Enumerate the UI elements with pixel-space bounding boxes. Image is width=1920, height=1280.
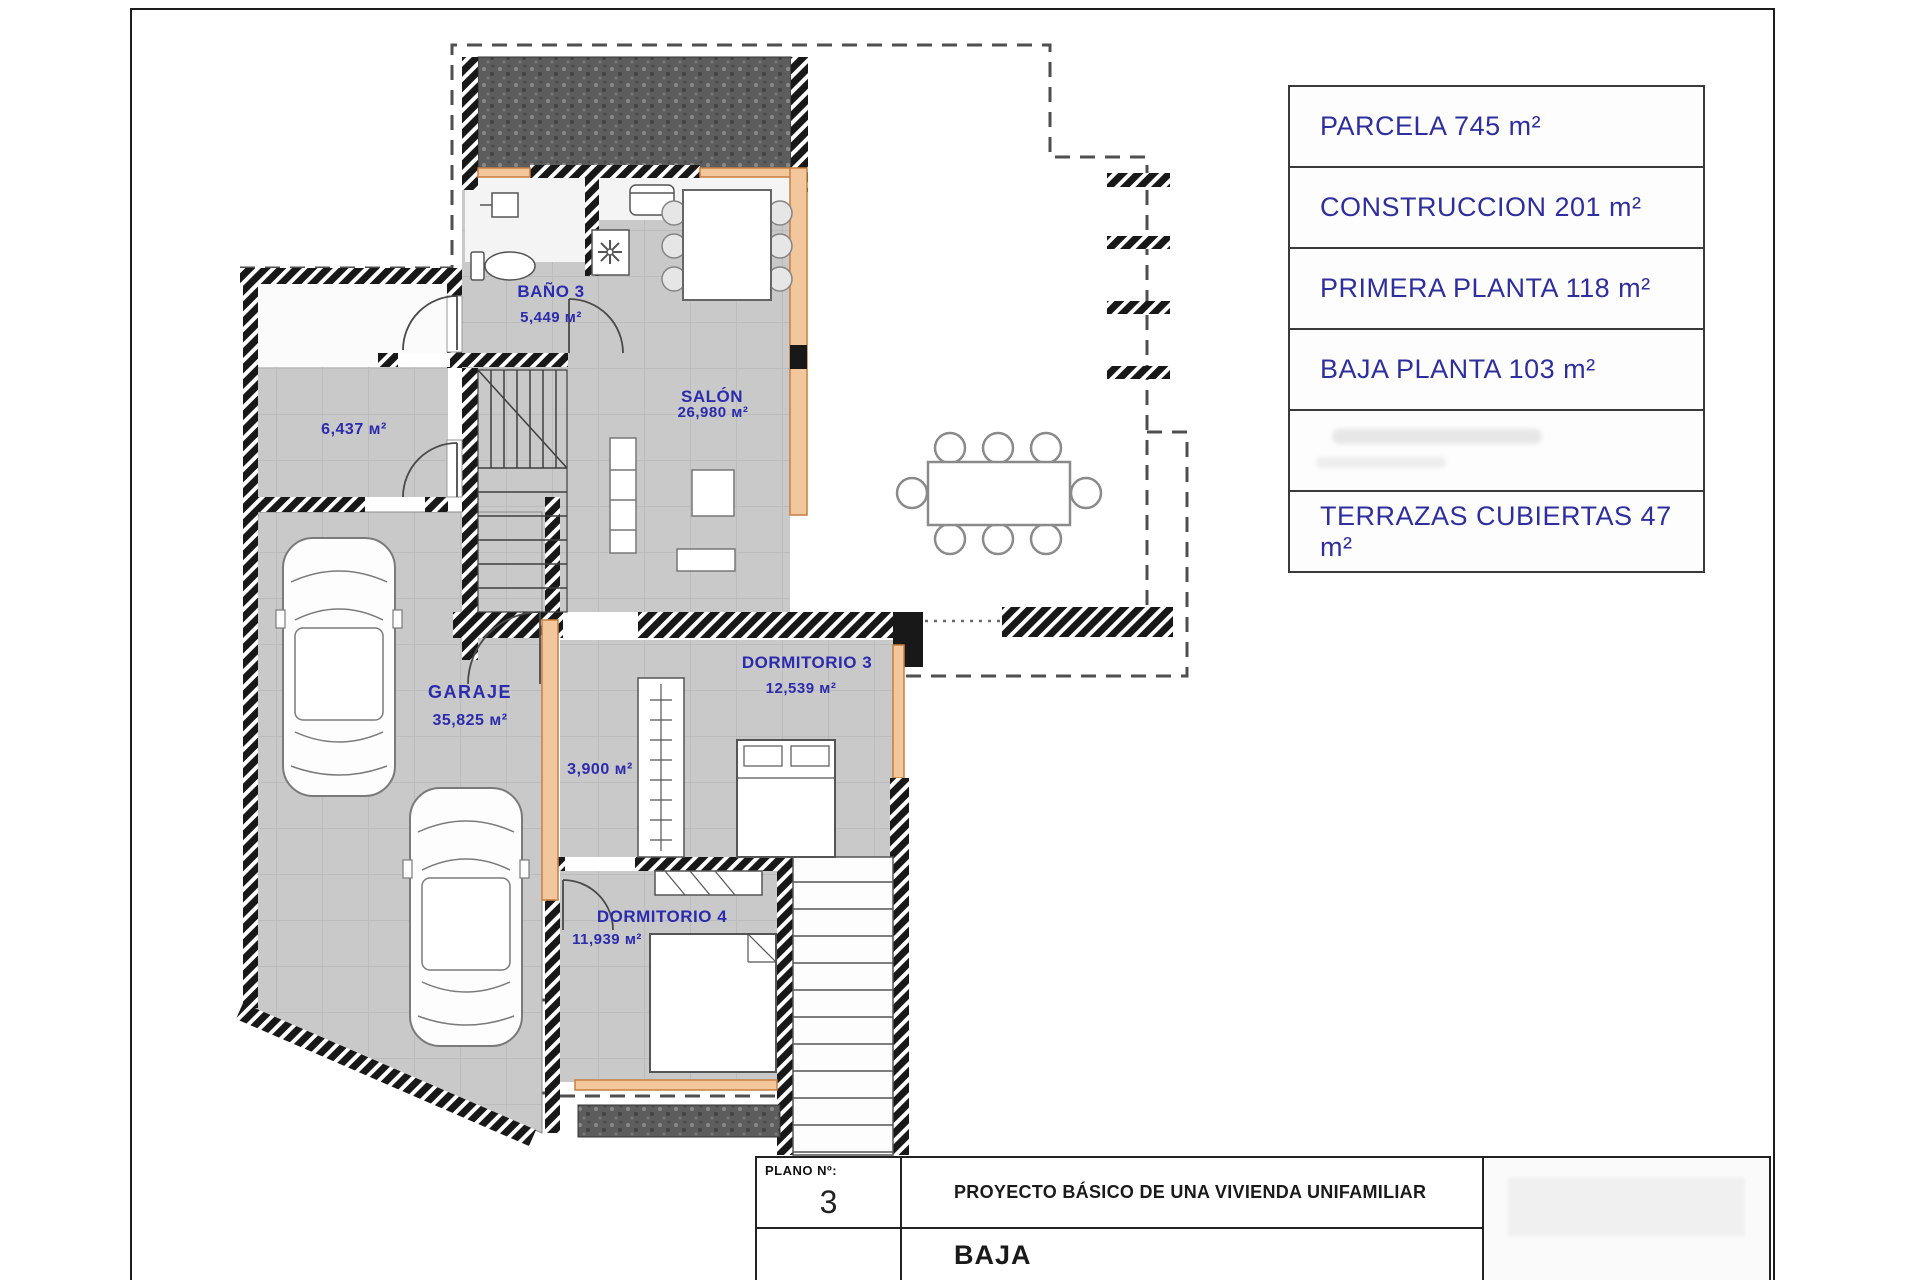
- door-leaf: [447, 440, 462, 497]
- door-opening-dorm4: [565, 857, 635, 871]
- bathroom-floor-white: [465, 176, 585, 262]
- dorm4-window-sill: [575, 1080, 777, 1090]
- chair: [935, 433, 965, 463]
- chair: [1031, 433, 1061, 463]
- project-title: PROYECTO BÁSICO DE UNA VIVIENDA UNIFAMILIAR: [902, 1158, 1482, 1229]
- label-salon-area: 26,980 м²: [677, 404, 749, 421]
- glass-wall-mullion: [790, 345, 807, 369]
- chair: [897, 478, 927, 508]
- label-garaje-area: 35,825 м²: [432, 712, 508, 729]
- terrace-boundary-wall: [1002, 607, 1173, 637]
- tv-bench: [677, 549, 735, 571]
- exterior-stairs: [793, 857, 893, 1155]
- label-dorm4-name: DORMITORIO 4: [596, 907, 728, 926]
- chair: [983, 433, 1013, 463]
- car-1: [276, 538, 402, 796]
- plano-number: 3: [819, 1184, 838, 1220]
- salon-bottom-wall: [453, 612, 908, 638]
- car-2: [403, 788, 529, 1046]
- erased-text-smudge: [1316, 457, 1446, 468]
- door-opening: [398, 353, 450, 367]
- kitchen-table: [683, 190, 771, 300]
- label-dorm3-area: 12,539 м²: [765, 680, 837, 697]
- label-storage-area: 6,437 м²: [321, 421, 387, 438]
- title-block: [755, 1156, 1771, 1280]
- terrace-front-wall: [530, 165, 700, 178]
- pergola-wall-segment-2: [1107, 236, 1170, 249]
- terrace-wall-left: [462, 57, 478, 190]
- dorm3-window: [893, 645, 904, 778]
- chair: [935, 524, 965, 554]
- chair: [1071, 478, 1101, 508]
- toilet-bowl: [485, 252, 535, 280]
- salon-right-corner-wall: [791, 130, 808, 170]
- bed-dorm4: [650, 934, 776, 1072]
- erased-text-smudge: [1332, 429, 1542, 444]
- window-sill-terrace-right: [700, 168, 791, 177]
- label-bano3-name: BAÑO 3: [517, 282, 585, 301]
- ext-stairs-right-wall: [893, 857, 909, 1155]
- left-outer-wall: [243, 268, 258, 1008]
- garage-right-wall-lower: [545, 900, 560, 1133]
- extractor-fan-icon: [592, 230, 629, 275]
- entry-top-wall: [240, 268, 462, 284]
- title-block-project-cell: [902, 1158, 1484, 1280]
- legend-row-baja: BAJA PLANTA 103 m²: [1290, 330, 1703, 411]
- title-block-plano-cell: [757, 1158, 902, 1280]
- coffee-table: [692, 470, 734, 516]
- dining-table: [928, 462, 1070, 525]
- title-block-logo-cell: [1484, 1158, 1769, 1280]
- legend-row-terrazas: TERRAZAS CUBIERTAS 47 m²: [1320, 500, 1672, 562]
- chair: [1031, 524, 1061, 554]
- pergola-wall-segment-4: [1107, 366, 1170, 379]
- entrance-paving-strip: [578, 1105, 780, 1137]
- shower-tray: [492, 193, 518, 217]
- label-salon-name: SALÓN: [681, 387, 743, 406]
- label-dorm4-area: 11,939 м²: [572, 931, 642, 948]
- floor-name: BAJA: [954, 1240, 1032, 1270]
- toilet-tank: [471, 252, 484, 280]
- pergola-wall-segment-3: [1107, 301, 1170, 314]
- covered-terrace-floor: [478, 57, 791, 168]
- wardrobe: [655, 871, 762, 895]
- pergola-wall-segment-1: [1107, 173, 1170, 187]
- plano-label: PLANO Nº:: [765, 1163, 838, 1178]
- salon-glass-wall: [790, 168, 807, 515]
- door-opening-hall: [563, 612, 638, 638]
- legend-row-construccion: CONSTRUCCION 201 m²: [1290, 168, 1703, 249]
- faded-logo-area: [1508, 1178, 1745, 1236]
- label-bano3-area: 5,449 м²: [520, 309, 582, 326]
- chair: [983, 524, 1013, 554]
- pillow: [744, 746, 782, 766]
- window-sill-terrace-left: [478, 168, 530, 177]
- kitchen-table-group: [662, 190, 792, 300]
- label-dorm3-name: DORMITORIO 3: [741, 653, 873, 672]
- legend-row-primera: PRIMERA PLANTA 118 m²: [1290, 249, 1703, 330]
- legend-row-parcela: PARCELA 745 m²: [1290, 87, 1703, 168]
- shelf-unit: [610, 438, 636, 553]
- legend-row-blank: [1290, 411, 1703, 492]
- storage-bottom-wall-2: [425, 497, 448, 512]
- label-hall-area: 3,900 м²: [567, 761, 633, 778]
- door-leaf: [447, 296, 462, 352]
- label-garaje-name: GARAJE: [427, 682, 513, 702]
- garage-hall-partition: [542, 620, 558, 900]
- terrace-dining-group: [897, 433, 1101, 554]
- dorm3-right-wall-lower: [890, 778, 909, 858]
- storage-bottom-wall: [243, 497, 365, 512]
- pillow: [791, 746, 829, 766]
- area-legend-table: [1288, 85, 1705, 573]
